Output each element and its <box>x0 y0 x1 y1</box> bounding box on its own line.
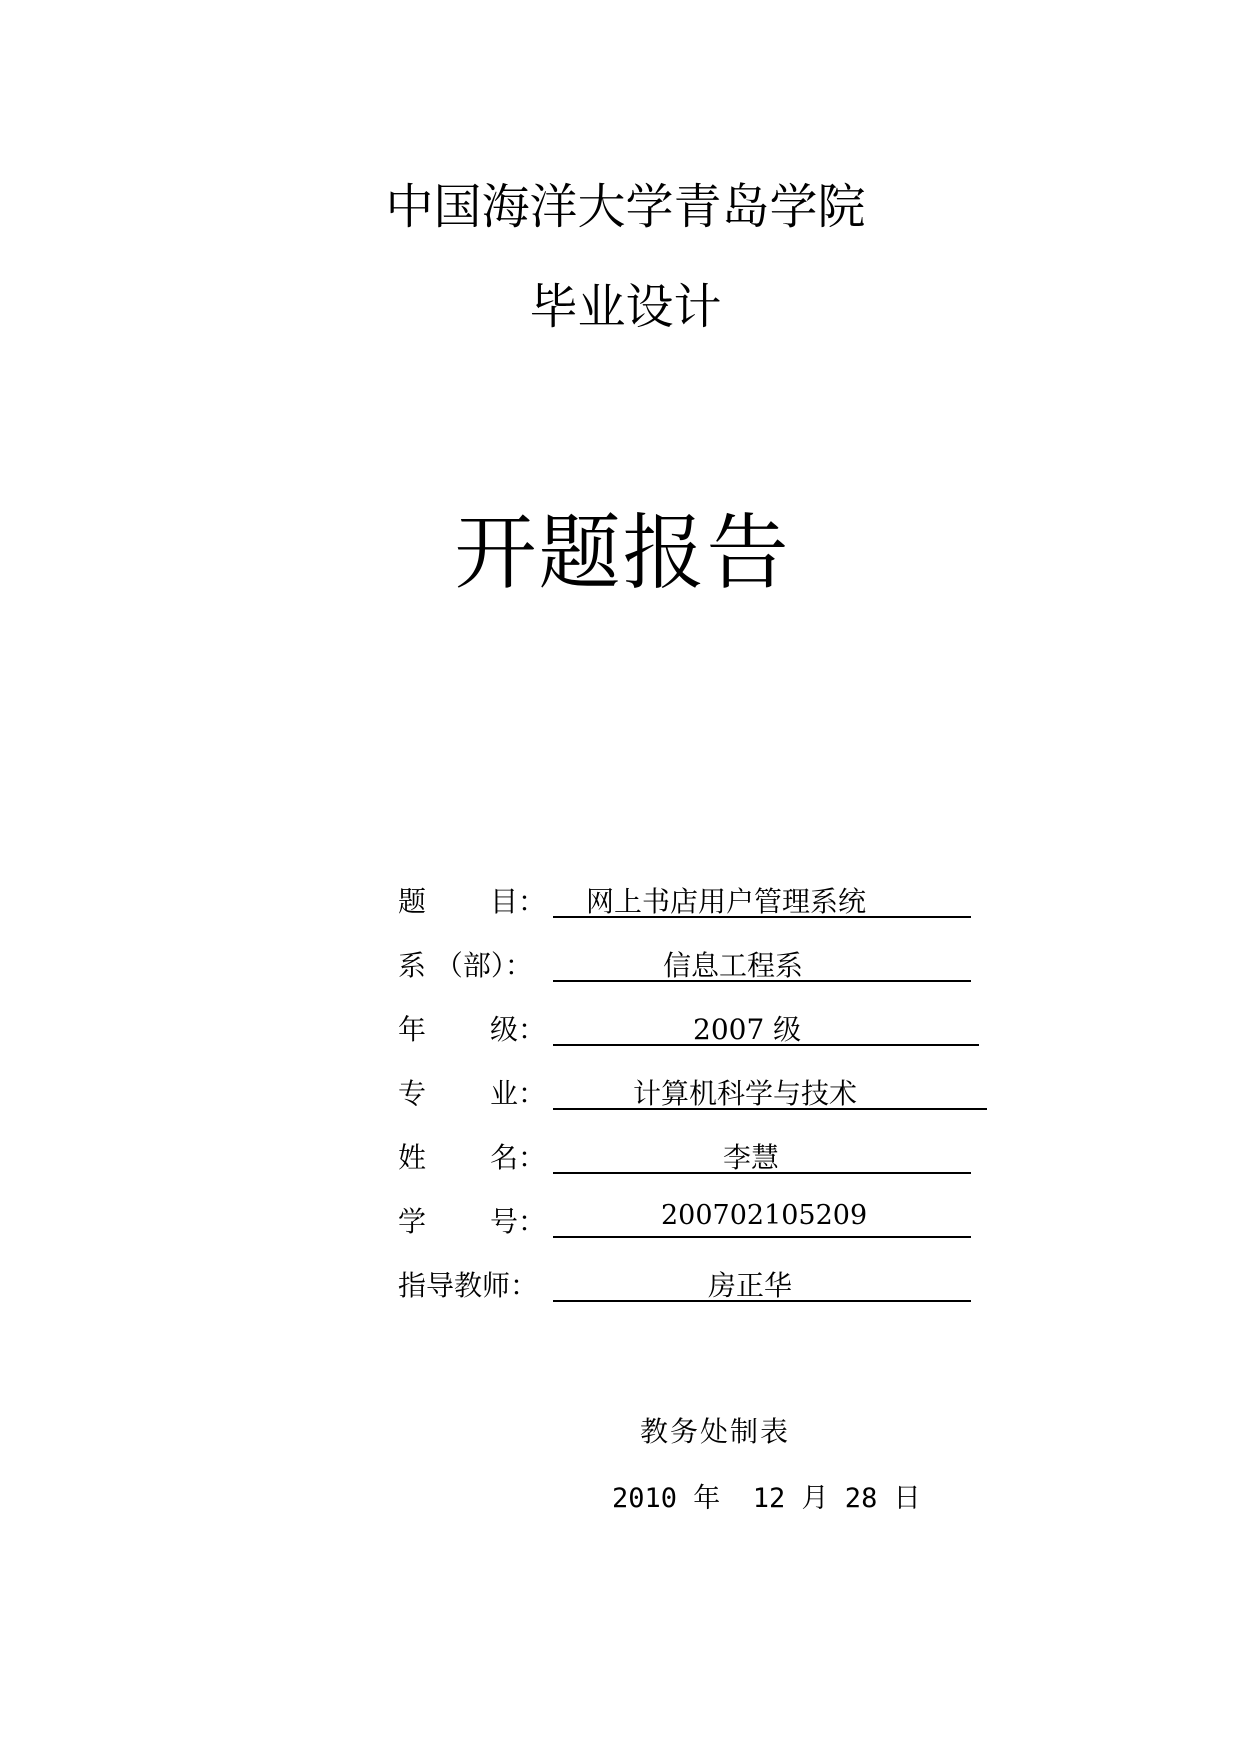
info-row-department <box>398 932 998 996</box>
topic-value: 网上书店用户管理系统 <box>586 885 867 918</box>
major-label: 专 业： <box>398 1077 547 1110</box>
major-underline <box>553 1072 987 1110</box>
advisor-underline <box>553 1264 971 1302</box>
info-row-advisor <box>398 1252 998 1316</box>
info-row-name <box>398 1124 998 1188</box>
design-type-heading: 毕业设计 <box>529 279 722 335</box>
grade-value: 2007 级 <box>693 1013 802 1046</box>
topic-underline <box>553 880 971 918</box>
student-id-underline <box>553 1200 971 1238</box>
student-id-value: 200702105209 <box>661 1200 868 1231</box>
department-value: 信息工程系 <box>663 949 804 982</box>
grade-underline <box>553 1008 979 1046</box>
university-name: 中国海洋大学青岛学院 <box>385 179 866 235</box>
student-id-label: 学 号： <box>398 1205 547 1238</box>
info-row-topic <box>398 868 998 932</box>
topic-label: 题 目： <box>398 885 547 918</box>
department-label: 系 （部）： <box>398 949 533 982</box>
info-row-major <box>398 1060 998 1124</box>
report-title: 开题报告 <box>454 506 791 601</box>
issuer-text: 教务处制表 <box>640 1415 791 1448</box>
major-value: 计算机科学与技术 <box>633 1077 858 1110</box>
name-label: 姓 名： <box>398 1141 547 1174</box>
info-row-student-id <box>398 1188 998 1252</box>
grade-label: 年 级： <box>398 1013 547 1046</box>
info-row-grade <box>398 996 998 1060</box>
advisor-value: 房正华 <box>708 1269 793 1302</box>
info-table <box>398 868 998 1316</box>
department-underline <box>553 944 971 982</box>
name-underline <box>553 1136 971 1174</box>
name-value: 李慧 <box>723 1141 780 1174</box>
report-date: 2010 年 12 月 28 日 <box>612 1483 921 1514</box>
advisor-label: 指导教师： <box>398 1269 539 1302</box>
